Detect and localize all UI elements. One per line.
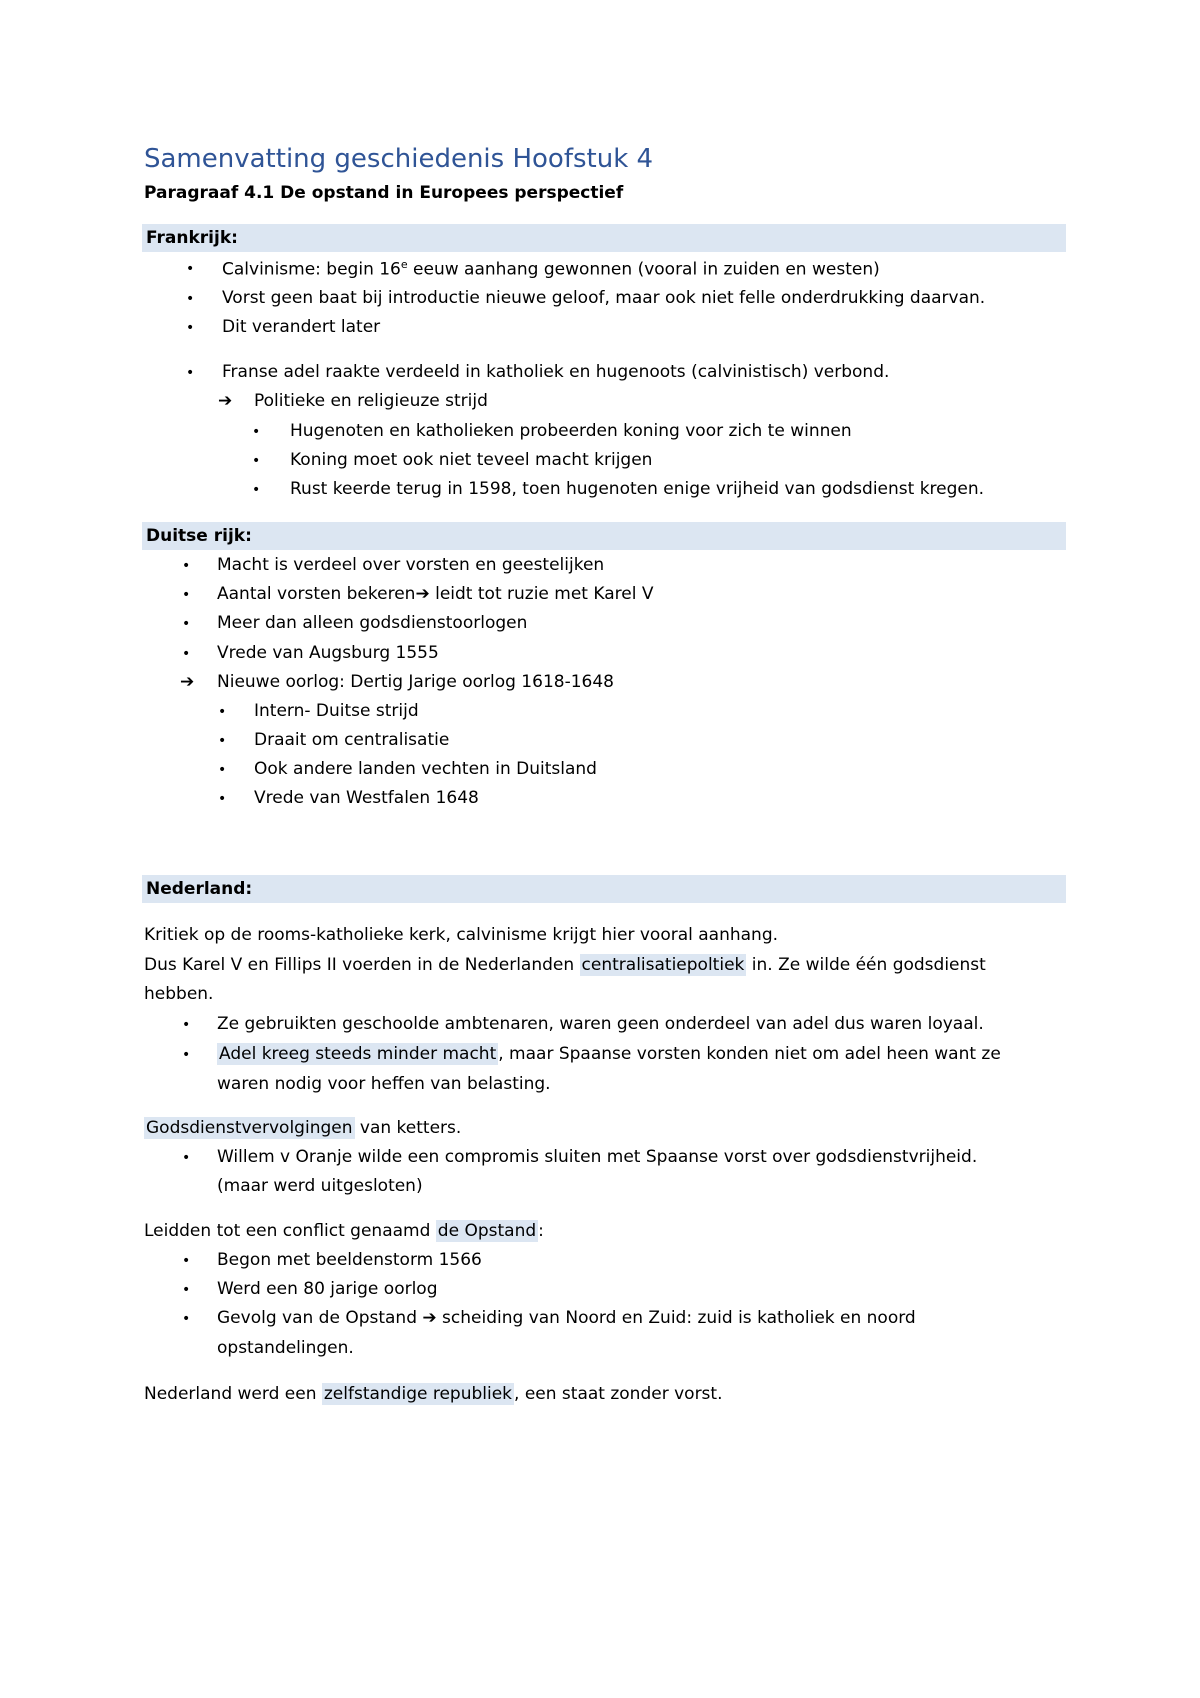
highlight: Adel kreeg steeds minder macht (219, 1044, 497, 1064)
section-heading-duitse-rijk: Duitse rijk: (142, 522, 1066, 550)
bullet-icon: • (186, 291, 195, 307)
highlight: zelfstandige republiek (323, 1384, 513, 1404)
paragraph-continuation: hebben. (144, 984, 214, 1004)
arrow-icon: ➔ (422, 1308, 437, 1328)
arrow-icon: ➔ (218, 391, 233, 411)
list-item: Dit verandert later (222, 317, 381, 337)
bullet-icon: • (182, 1017, 191, 1033)
list-item: Werd een 80 jarige oorlog (217, 1279, 438, 1299)
sub-list-item: Ook andere landen vechten in Duitsland (254, 759, 597, 779)
list-item: Ze gebruikten geschoolde ambtenaren, waren geen onderdeel van adel dus waren loyaal. (217, 1014, 984, 1034)
bullet-icon: • (182, 558, 191, 574)
sub-list-item: Koning moet ook niet teveel macht krijgen (290, 450, 653, 470)
bullet-icon: • (182, 587, 191, 603)
list-item-continuation: (maar werd uitgesloten) (217, 1176, 423, 1196)
list-item-continuation: waren nodig voor heffen van belasting. (217, 1074, 551, 1094)
paragraph: Leidden tot een conflict genaamd de Opstand : (144, 1221, 544, 1241)
list-item: Meer dan alleen godsdienstoorlogen (217, 613, 528, 633)
page-title: Samenvatting geschiedenis Hoofstuk 4 (144, 144, 654, 174)
paragraph: Kritiek op de rooms-katholieke kerk, calvinisme krijgt hier vooral aanhang. (144, 925, 779, 945)
bullet-icon: • (186, 320, 195, 336)
sub-list-item: Hugenoten en katholieken probeerden koning voor zich te winnen (290, 421, 852, 441)
list-item: Willem v Oranje wilde een compromis sluiten met Spaanse vorst over godsdienstvrijheid. (217, 1147, 978, 1167)
sub-list-item: Vrede van Westfalen 1648 (254, 788, 479, 808)
paragraph: Dus Karel V en Fillips II voerden in de Nederlanden centralisatiepoltiek in. Ze wilde één godsdienst (144, 955, 986, 975)
bullet-icon: • (182, 646, 191, 662)
sub-list-item: Rust keerde terug in 1598, toen hugenoten enige vrijheid van godsdienst kregen. (290, 479, 985, 499)
arrow-icon: ➔ (180, 672, 195, 692)
list-item: Gevolg van de Opstand ➔ scheiding van Noord en Zuid: zuid is katholiek en noord (217, 1308, 916, 1328)
list-item: Vorst geen baat bij introductie nieuwe geloof, maar ook niet felle onderdrukking daarvan. (222, 288, 986, 308)
bullet-icon: • (182, 1150, 191, 1166)
list-item: Franse adel raakte verdeeld in katholiek en hugenoots (calvinistisch) verbond. (222, 362, 890, 382)
arrow-item: Nieuwe oorlog: Dertig Jarige oorlog 1618-1648 (217, 672, 614, 692)
list-item: Macht is verdeel over vorsten en geestelijken (217, 555, 605, 575)
list-item-continuation: opstandelingen. (217, 1338, 354, 1358)
arrow-item: Politieke en religieuze strijd (254, 391, 488, 411)
bullet-icon: • (182, 1047, 191, 1063)
section-heading-nederland: Nederland: (142, 875, 1066, 903)
bullet-icon: • (182, 1311, 191, 1327)
bullet-icon: • (218, 762, 227, 778)
bullet-icon: • (218, 791, 227, 807)
bullet-icon: • (186, 261, 195, 277)
bullet-icon: • (252, 453, 261, 469)
list-item: Vrede van Augsburg 1555 (217, 643, 439, 663)
bullet-icon: • (218, 704, 227, 720)
sub-list-item: Intern- Duitse strijd (254, 701, 419, 721)
bullet-icon: • (182, 1253, 191, 1269)
paragraph: Godsdienstvervolgingen van ketters. (146, 1118, 462, 1138)
arrow-icon: ➔ (415, 584, 430, 604)
bullet-icon: • (182, 616, 191, 632)
bullet-icon: • (252, 482, 261, 498)
bullet-icon: • (252, 424, 261, 440)
list-item: Adel kreeg steeds minder macht , maar Spaanse vorsten konden niet om adel heen want ze (219, 1044, 1001, 1064)
paragraph-subtitle: Paragraaf 4.1 De opstand in Europees perspectief (144, 183, 624, 203)
bullet-icon: • (182, 1282, 191, 1298)
list-item: Aantal vorsten bekeren➔ leidt tot ruzie met Karel V (217, 584, 654, 604)
list-item: Begon met beeldenstorm 1566 (217, 1250, 482, 1270)
list-item: Calvinisme: begin 16e eeuw aanhang gewonnen (vooral in zuiden en westen) (222, 258, 880, 280)
paragraph: Nederland werd een zelfstandige republiek , een staat zonder vorst. (144, 1384, 723, 1404)
bullet-icon: • (218, 733, 227, 749)
sub-list-item: Draait om centralisatie (254, 730, 450, 750)
section-heading-frankrijk: Frankrijk: (142, 224, 1066, 252)
highlight: de Opstand (437, 1221, 537, 1241)
highlight: centralisatiepoltiek (581, 955, 745, 975)
highlight: Godsdienstvervolgingen (146, 1118, 353, 1138)
bullet-icon: • (186, 365, 195, 381)
